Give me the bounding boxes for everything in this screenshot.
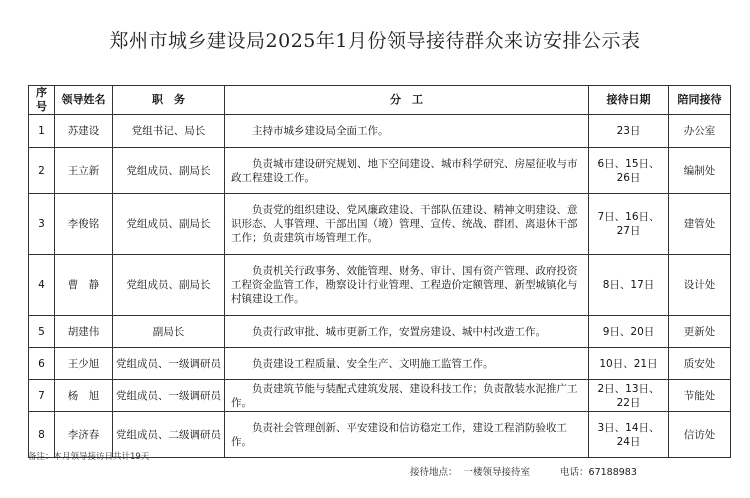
header-position: 职 务 — [113, 86, 225, 115]
row-position: 党组成员、副局长 — [113, 194, 225, 255]
phone-label: 电话： — [560, 467, 589, 478]
row-no: 5 — [29, 316, 55, 348]
row-duty: 负责社会管理创新、平安建设和信访稳定工作，建设工程消防验收工作。 — [225, 412, 589, 458]
table-row — [29, 148, 731, 194]
row-position: 党组成员、一级调研员 — [113, 380, 225, 412]
row-duty: 主持市城乡建设局全面工作。 — [225, 115, 589, 148]
row-office: 编制处 — [669, 148, 731, 194]
row-no: 2 — [29, 148, 55, 194]
page-title: 郑州市城乡建设局2025年1月份领导接待群众来访安排公示表 — [109, 30, 641, 52]
row-dates: 2日、13日、22日 — [589, 380, 669, 412]
row-dates: 10日、21日 — [589, 348, 669, 380]
row-dates: 7日、16日、27日 — [589, 194, 669, 255]
row-position: 党组书记、局长 — [113, 115, 225, 148]
table-row — [29, 255, 731, 316]
row-name: 苏建设 — [55, 115, 113, 148]
row-no: 6 — [29, 348, 55, 380]
phone: 67188983 — [588, 467, 637, 478]
row-position: 党组成员、二级调研员 — [113, 412, 225, 458]
row-duty: 负责建设工程质量、安全生产、文明施工监管工作。 — [225, 348, 589, 380]
header-dates: 接待日期 — [589, 86, 669, 115]
row-name: 王少旭 — [55, 348, 113, 380]
row-position: 党组成员、一级调研员 — [113, 348, 225, 380]
row-position: 党组成员、副局长 — [113, 255, 225, 316]
row-dates: 6日、15日、26日 — [589, 148, 669, 194]
note: 备注：本月领导接访日共计19天 — [28, 452, 150, 462]
row-name: 王立新 — [55, 148, 113, 194]
row-name: 杨 旭 — [55, 380, 113, 412]
row-duty: 负责机关行政事务、效能管理、财务、审计、国有资产管理、政府投资工程资金监管工作，勘察设计行业管理、工程造价定额管理、新型城镇化与村镇建设工作。 — [225, 255, 589, 316]
row-no: 1 — [29, 115, 55, 148]
row-office: 建管处 — [669, 194, 731, 255]
row-duty: 负责城市建设研究规划、地下空间建设、城市科学研究、房屋征收与市政工程建设工作。 — [225, 148, 589, 194]
row-dates: 23日 — [589, 115, 669, 148]
row-no: 4 — [29, 255, 55, 316]
row-position: 党组成员、副局长 — [113, 148, 225, 194]
row-duty: 负责行政审批、城市更新工作，安置房建设、城中村改造工作。 — [225, 316, 589, 348]
header-office: 陪同接待 — [669, 86, 731, 115]
row-office: 更新处 — [669, 316, 731, 348]
table-row — [29, 115, 731, 148]
row-no: 7 — [29, 380, 55, 412]
header-duty: 分 工 — [225, 86, 589, 115]
row-office: 质安处 — [669, 348, 731, 380]
row-dates: 9日、20日 — [589, 316, 669, 348]
row-no: 3 — [29, 194, 55, 255]
row-name: 曹 静 — [55, 255, 113, 316]
header-no: 序号 — [29, 86, 55, 115]
row-office: 信访处 — [669, 412, 731, 458]
table-row — [29, 348, 731, 380]
row-name: 李俊铭 — [55, 194, 113, 255]
row-duty: 负责建筑节能与装配式建筑发展、建设科技工作；负责散装水泥推广工作。 — [225, 380, 589, 412]
row-dates: 3日、14日、24日 — [589, 412, 669, 458]
reception-schedule-table — [28, 85, 731, 458]
row-duty: 负责党的组织建设、党风廉政建设、干部队伍建设、精神文明建设、意识形态、人事管理、干部出国（境）管理、宣传、统战、群团、离退休干部工作；负责建筑市场管理工作。 — [225, 194, 589, 255]
table-header-row — [29, 86, 731, 115]
table-row — [29, 194, 731, 255]
row-name: 胡建伟 — [55, 316, 113, 348]
location-label: 接待地点： — [410, 467, 458, 478]
row-name: 李济春 — [55, 412, 113, 458]
footer — [410, 464, 643, 478]
row-office: 节能处 — [669, 380, 731, 412]
row-no: 8 — [29, 412, 55, 458]
table-row — [29, 380, 731, 412]
row-dates: 8日、17日 — [589, 255, 669, 316]
table-row — [29, 316, 731, 348]
location: 一楼领导接待室 — [463, 467, 531, 478]
row-office: 设计处 — [669, 255, 731, 316]
header-name: 领导姓名 — [55, 86, 113, 115]
row-position: 副局长 — [113, 316, 225, 348]
row-office: 办公室 — [669, 115, 731, 148]
